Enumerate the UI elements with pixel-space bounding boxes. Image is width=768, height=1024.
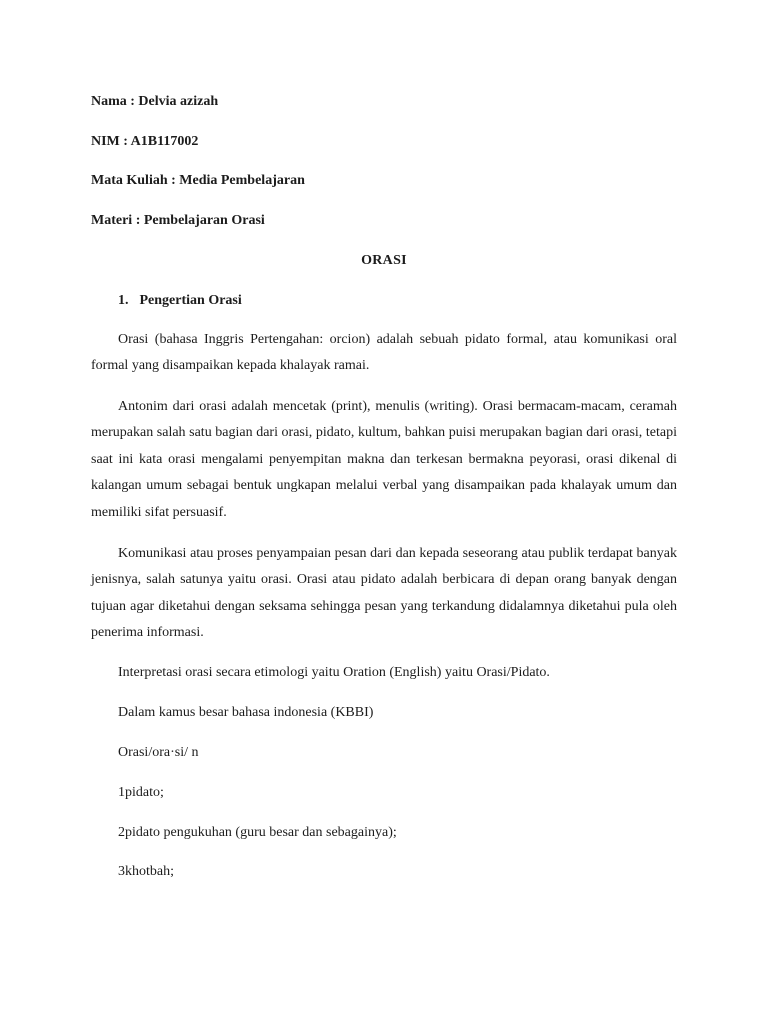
- topic-name: Materi : Pembelajaran Orasi: [91, 213, 265, 228]
- kbbi-meaning-3: 3khotbah;: [118, 864, 174, 879]
- kbbi-line: Dalam kamus besar bahasa indonesia (KBBI): [118, 705, 374, 720]
- paragraph-definition: Orasi (bahasa Inggris Pertengahan: orcion) adalah sebuah pidato formal, atau komunikasi oral formal yang disampaikan kepada khalayak ramai.: [91, 332, 677, 374]
- paragraph-antonym: Antonim dari orasi adalah mencetak (print), menulis (writing). Orasi bermacam-macam, ceramah merupakan salah satu bagian dari orasi, pidato, kultum, bahkan puisi merupakan bagian dari orasi, tetapi saat ini kata orasi mengalami penyempitan makna dan terkesan bermakna peyorasi, orasi dikenal di kalangan umum sebagai bentuk ungkapan melalui verbal yang disampaikan pada khalayak umum dan memiliki sifat persuasif.: [91, 399, 677, 520]
- etymology-line: Interpretasi orasi secara etimologi yaitu Oration (English) yaitu Orasi/Pidato.: [118, 665, 550, 680]
- course-name: Mata Kuliah : Media Pembelajaran: [91, 173, 305, 188]
- student-name: Nama : Delvia azizah: [91, 94, 219, 109]
- paragraph-communication: Komunikasi atau proses penyampaian pesan dari dan kepada seseorang atau publik terdapat banyak jenisnya, salah satunya yaitu orasi. Orasi atau pidato adalah berbicara di depan orang banyak dengan tujuan agar diketahui dengan seksama sehingga pesan yang terkandung didalamnya diketahui pula oleh penerima informasi.: [91, 546, 677, 641]
- student-nim: NIM : A1B117002: [91, 134, 199, 149]
- kbbi-entry: Orasi/ora·si/ n: [118, 745, 199, 760]
- document-title: ORASI: [361, 253, 407, 268]
- section-number: 1.: [118, 293, 129, 308]
- kbbi-meaning-1: 1pidato;: [118, 785, 164, 800]
- section-title: Pengertian Orasi: [139, 293, 242, 308]
- section-heading: [118, 293, 242, 309]
- kbbi-meaning-2: 2pidato pengukuhan (guru besar dan sebagainya);: [118, 825, 397, 840]
